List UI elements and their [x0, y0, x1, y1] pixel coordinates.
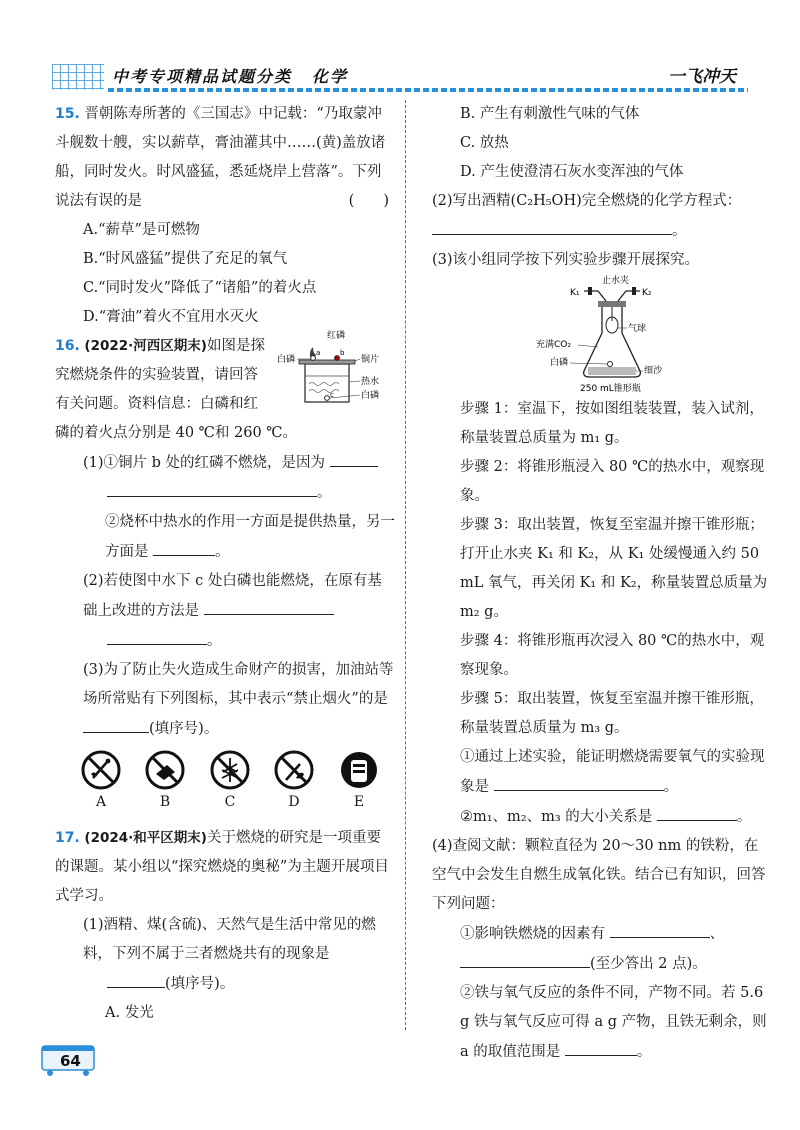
no-smoking-sign-icon	[274, 750, 314, 790]
question-number: 15.	[55, 106, 80, 122]
question-number: 16.	[55, 338, 80, 354]
step-3: 步骤 3：取出装置，恢复至室温并擦干锥形瓶；打开止水夹 K₁ 和 K₂，从 K₁ 处缓慢通入约 50 mL 氧气，再关闭 K₁ 和 K₂，称量装置总质量为 m₂ g。	[460, 517, 768, 620]
sub-question-4b: ②铁与氧气反应的条件不同，产物不同。若 5.6 g 铁与氧气反应可得 a g 产物，且铁无剩余，则 a 的取值范围是	[460, 985, 767, 1060]
no-matches-sign-icon	[81, 750, 121, 790]
sub-question-3b: ②m₁、m₂、m₃ 的大小关系是	[460, 809, 653, 825]
answer-blank[interactable]	[83, 714, 149, 733]
punctuation: 。	[207, 633, 222, 649]
fig-label-b: b	[340, 349, 345, 357]
no-fireworks-sign-icon	[145, 750, 185, 790]
step-2: 步骤 2：将锥形瓶浸入 80 ℃的热水中，观察现象。	[460, 459, 765, 504]
question-number: 17.	[55, 830, 80, 846]
punctuation: 。	[736, 809, 752, 825]
step-4: 步骤 4：将锥形瓶再次浸入 80 ℃的热水中，观察现象。	[460, 633, 765, 678]
answer-paren: ( )	[348, 193, 389, 209]
fig-label-red-p: 红磷	[327, 331, 346, 341]
answer-blank[interactable]	[565, 1037, 637, 1056]
answer-blank[interactable]	[107, 626, 207, 645]
fig-label-a: a	[316, 349, 321, 357]
option-b: B. 产生有刺激性气味的气体	[460, 106, 640, 122]
page-number: 64	[60, 1052, 81, 1070]
subject-label: 化学	[312, 67, 349, 86]
page-header	[0, 58, 800, 94]
answer-blank[interactable]	[107, 969, 165, 988]
fig-label-white-p: 白磷	[550, 358, 569, 368]
sign-label-e: E	[353, 794, 365, 810]
question-stem: 如图是探究燃烧条件的实验装置，请回答有关问题。资料信息：白磷和红磷的着火点分别是 40 ℃和 260 ℃。	[55, 338, 298, 441]
question-17	[55, 824, 395, 1028]
header-divider	[108, 88, 748, 92]
sub-question-3: (3)为了防止失火造成生命财产的损害，加油站等场所常贴有下列图标，其中表示“禁止烟火”的是	[83, 662, 394, 707]
fig-label-white-p: 白磷	[277, 355, 296, 365]
fig-label-sand: 细沙	[644, 366, 663, 376]
fig-label-k2: K₂	[642, 288, 652, 298]
sub-question-4a: ①影响铁燃烧的因素有	[460, 926, 605, 942]
fig-label-c: c	[330, 391, 334, 399]
question-stem: 晋朝陈寿所著的《三国志》中记载：“乃取蒙冲斗舰数十艘，实以薪草，膏油灌其中……(黄)盖放诸船，同时发火。时风盛猛，悉延烧岸上营落”。下列说法有误的是	[55, 106, 386, 209]
question-16	[55, 332, 395, 824]
flask-figure	[432, 275, 772, 395]
sub-question-3a: ①通过上述实验，能证明燃烧需要氧气的实验现象是	[460, 749, 765, 795]
answer-blank[interactable]	[330, 448, 378, 467]
question-stem: 关于燃烧的研究是一项重要的课题。某小组以“探究燃烧的奥秘”为主题开展项目式学习。	[55, 830, 389, 904]
book-title: 中考专项精品试题分类	[112, 67, 293, 86]
punctuation: 、	[709, 926, 725, 942]
punctuation: 。	[317, 485, 332, 501]
answer-blank[interactable]	[153, 537, 215, 556]
punctuation: (填序号)。	[165, 976, 235, 992]
option-d: D.“膏油”着火不宜用水灭火	[83, 309, 259, 325]
brand-logo: 一飞冲天	[668, 67, 736, 87]
sub-question-4: (4)查阅文献：颗粒直径为 20～30 nm 的铁粉，在空气中会发生自燃生成氧化铁。结合已有知识，回答下列问题：	[432, 838, 766, 912]
fig-label-clamp: 止水夹	[602, 276, 630, 286]
option-d: D. 产生使澄清石灰水变浑浊的气体	[460, 164, 684, 180]
sub-question-3: (3)该小组同学按下列实验步骤开展探究。	[432, 252, 700, 268]
answer-blank[interactable]	[432, 216, 672, 235]
combustion-apparatus-figure	[275, 328, 395, 406]
fig-caption-flask: 250 mL锥形瓶	[580, 384, 641, 394]
fig-label-copper: 铜片	[361, 355, 380, 365]
sub-question-1: (1)酒精、煤(含硫)、天然气是生活中常见的燃料，下列不属于三者燃烧共有的现象是	[83, 917, 376, 962]
option-b: B.“时风盛猛”提供了充足的氧气	[83, 251, 288, 267]
punctuation: 。	[663, 779, 679, 795]
punctuation: (至少答出 2 点)。	[590, 956, 707, 972]
left-column	[55, 100, 395, 1028]
question-15	[55, 100, 395, 332]
sub-question-1a: (1)①铜片 b 处的红磷不燃烧，是因为	[83, 455, 326, 471]
question-source: (2022·河西区期末)	[84, 338, 207, 354]
answer-blank[interactable]	[460, 949, 590, 968]
right-column	[432, 100, 772, 1067]
step-1: 步骤 1：室温下，按如图组装装置，装入试剂，称量装置总质量为 m₁ g。	[460, 401, 764, 446]
punctuation: 。	[215, 544, 230, 560]
flask-apparatus-diagram	[502, 275, 722, 395]
answer-blank[interactable]	[494, 772, 664, 791]
fig-label-balloon: 气球	[628, 324, 647, 334]
option-c: C.“同时发火”降低了“诸船”的着火点	[83, 280, 317, 296]
punctuation: 。	[672, 223, 687, 239]
option-c: C. 放热	[460, 135, 509, 151]
fig-label-k1: K₁	[570, 288, 580, 298]
sub-question-2: (2)若使图中水下 c 处白磷也能燃烧，在原有基础上改进的方法是	[83, 573, 382, 619]
column-divider	[405, 100, 406, 1030]
answer-blank[interactable]	[657, 802, 737, 821]
fig-label-co2: 充满CO₂	[536, 340, 571, 350]
answer-blank[interactable]	[610, 919, 710, 938]
sub-question-1b: ②烧杯中热水的作用一方面是提供热量，另一方面是	[105, 514, 395, 560]
sign-label-c: C	[224, 794, 236, 810]
sign-label-d: D	[288, 794, 300, 810]
question-source: (2024·和平区期末)	[84, 830, 207, 846]
header-title	[112, 64, 348, 87]
option-a: A.“薪草”是可燃物	[83, 222, 200, 238]
flammable-sign-icon	[339, 750, 379, 790]
punctuation: (填序号)。	[149, 721, 219, 737]
sub-question-2: (2)写出酒精(C₂H₅OH)完全燃烧的化学方程式：	[432, 193, 742, 209]
header-grid-decoration	[52, 64, 104, 90]
option-a: A. 发光	[105, 1005, 154, 1021]
punctuation: 。	[636, 1044, 652, 1060]
fig-label-hot-water: 热水	[361, 377, 380, 387]
step-5: 步骤 5：取出装置，恢复至室温并擦干锥形瓶，称量装置总质量为 m₃ g。	[460, 691, 764, 736]
safety-signs-row	[55, 744, 395, 824]
answer-blank[interactable]	[204, 596, 334, 615]
sign-label-a: A	[95, 794, 107, 810]
answer-blank[interactable]	[107, 478, 317, 497]
sign-label-b: B	[159, 794, 171, 810]
fig-label-white-p-2: 白磷	[361, 391, 380, 401]
no-logging-sign-icon	[210, 750, 250, 790]
